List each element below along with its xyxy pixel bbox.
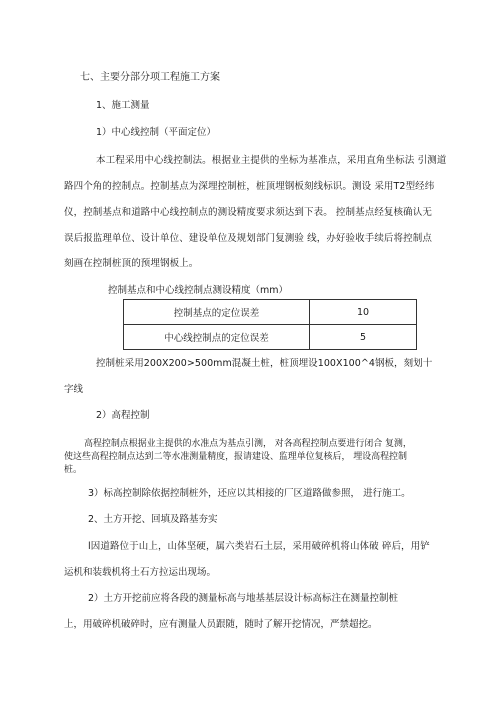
- paragraph-line: l因道路位于山上，山体坚硬，属六类岩石土层，采用破碎机将山体破 碎后，用铲: [88, 541, 430, 552]
- subsection-heading: 1）中心线控制（平面定位）: [96, 127, 217, 138]
- paragraph-line: 本工程采用中心线控制法。根据业主提供的坐标为基准点，采用直角坐标法 引测道: [96, 155, 447, 166]
- paragraph-line: 仪，控制基点和道路中心线控制点的测设精度要求须达到下表。 控制基点经复核确认无: [64, 207, 432, 218]
- section-title: 七、主要分部分项工程施工方案: [80, 72, 220, 83]
- table-cell-value: 10: [310, 300, 417, 325]
- paragraph-line: 路四个角的控制点。控制基点为深埋控制桩，桩顶埋钢板刻线标识。测设 采用T2型经纬: [64, 181, 435, 192]
- paragraph-line: 高程控制点根据业主提供的水准点为基点引测， 对各高程控制点要进行闭合 复测，: [84, 439, 412, 449]
- paragraph-line: 上，用破碎机破碎时，应有测量人员跟随，随时了解开挖情况，严禁超挖。: [64, 619, 378, 630]
- paragraph-line: 3）标高控制除依据控制桩外，还应以其相接的厂区道路做参照， 进行施工。: [88, 488, 411, 499]
- table-cell-label: 控制基点的定位误差: [124, 300, 310, 325]
- subsection-heading: 1、施工测量: [96, 100, 150, 111]
- table-row: [124, 300, 417, 325]
- table-cell-value: 5: [310, 325, 417, 350]
- paragraph-line: 2）土方开挖前应将各段的测量标高与地基基层设计标高标注在测量控制桩: [88, 593, 399, 604]
- table-row: [124, 325, 417, 350]
- subsection-heading: 2）高程控制: [96, 410, 150, 421]
- paragraph-line: 运机和装载机将土石方拉运出现场。: [64, 567, 217, 578]
- paragraph-line: 控制桩采用200X200>500mm混凝土桩，桩顶埋设100X100^4钢板，刻划十: [96, 358, 433, 369]
- paragraph-line: 字线: [64, 384, 84, 395]
- table-caption: 控制基点和中心线控制点测设精度（mm）: [108, 285, 289, 296]
- accuracy-table: [123, 299, 417, 350]
- paragraph-line: 误后报监理单位、设计单位、建设单位及规划部门复测验 线，办好验收手续后将控制点: [64, 233, 432, 244]
- paragraph-line: 刻画在控制桩顶的预埋钢板上。: [64, 258, 199, 269]
- paragraph-line: 桩。: [64, 465, 83, 475]
- subsection-heading: 2、土方开挖、回填及路基夯实: [88, 514, 218, 525]
- table-cell-label: 中心线控制点的定位误差: [124, 325, 310, 350]
- paragraph-line: 使这些高程控制点达到二等水准测量精度，报请建设、监理单位复核后， 埋设高程控制: [64, 452, 407, 462]
